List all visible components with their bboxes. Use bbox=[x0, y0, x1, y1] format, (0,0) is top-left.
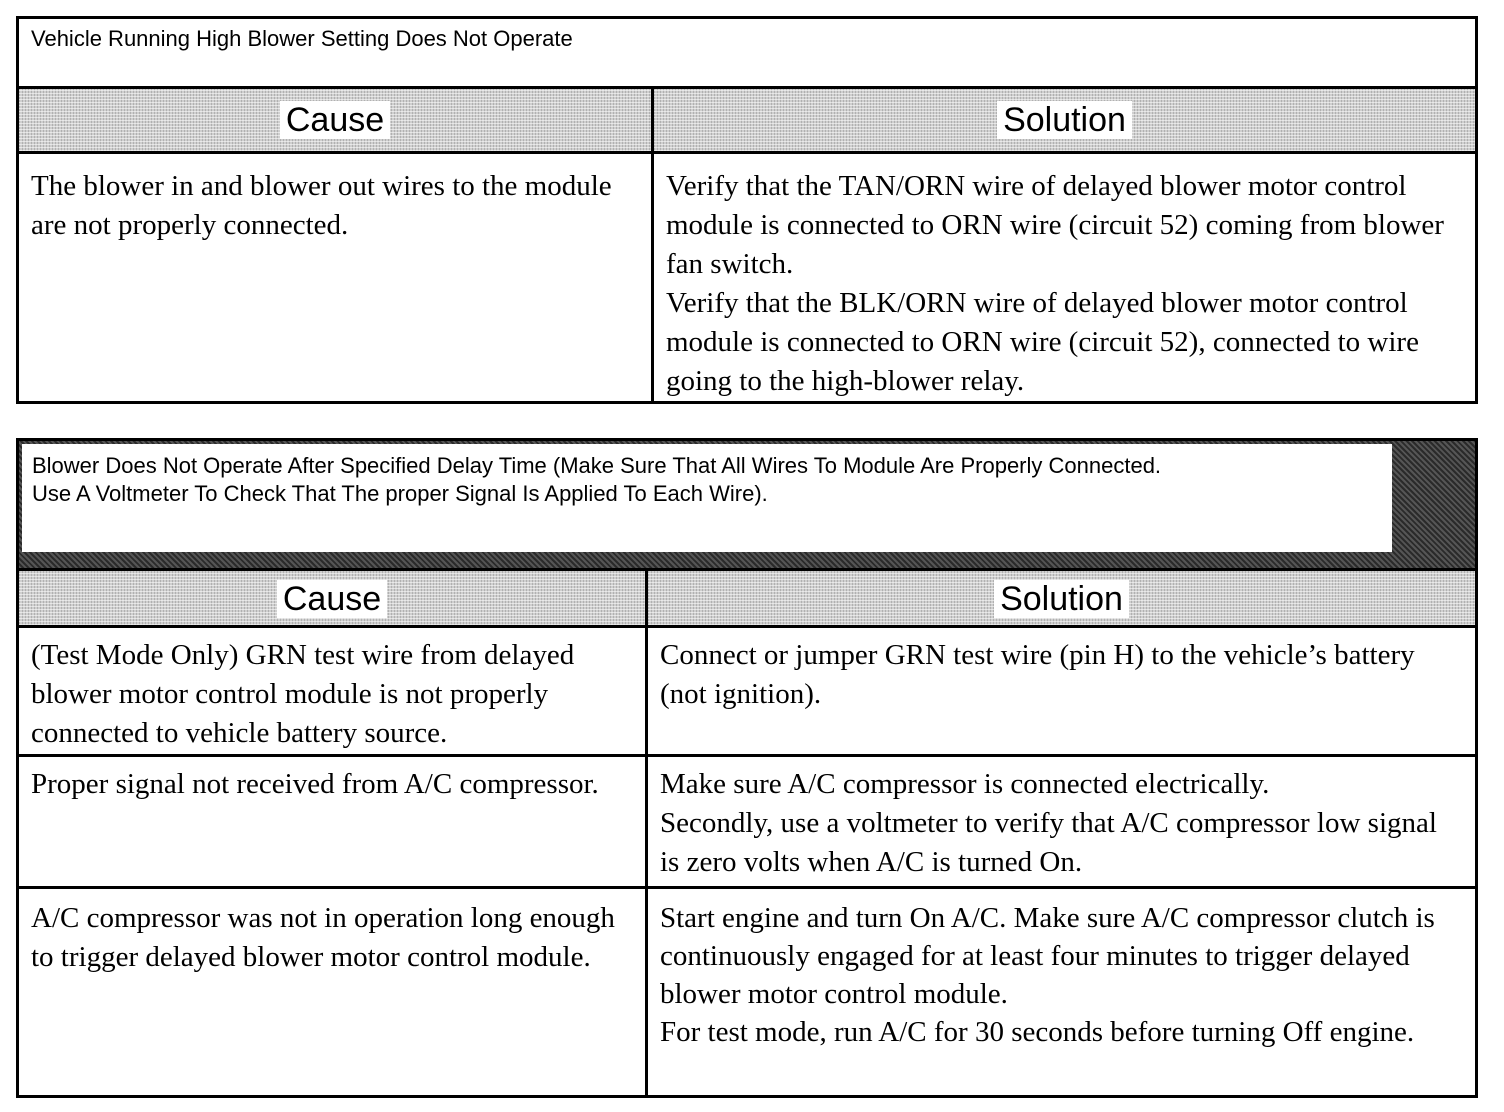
table-row-solution: Start engine and turn On A/C. Make sure A/C compressor clutch is continuously engaged for at least four minutes to trigger delayed blower motor control module. For test mode, run A/C for 30 seconds before turning Off engine. bbox=[660, 902, 1435, 1048]
table-row-cause: A/C compressor was not in operation long enough to trigger delayed blower motor control module. bbox=[31, 902, 615, 973]
troubleshooting-table-high-blower bbox=[16, 16, 1478, 404]
table-title-note: Blower Does Not Operate After Specified Delay Time (Make Sure That All Wires To Module Are Properly Connected. Use A Voltmeter To Check That The proper Signal Is Applied To Each Wire). bbox=[22, 444, 1392, 552]
table-title bbox=[19, 19, 1475, 89]
table-title bbox=[19, 441, 1475, 571]
table-row-cause: (Test Mode Only) GRN test wire from delayed blower motor control module is not properly connected to vehicle battery source. bbox=[31, 639, 575, 749]
table-row-solution: Make sure A/C compressor is connected electrically. Secondly, use a voltmeter to verify that A/C compressor low signal is zero volts when A/C is turned On. bbox=[660, 768, 1437, 878]
table-row-cause: Proper signal not received from A/C compressor. bbox=[31, 768, 599, 800]
solution-column-header: Solution bbox=[654, 89, 1475, 154]
table-title-text: Vehicle Running High Blower Setting Does Not Operate bbox=[31, 26, 573, 51]
table-row-solution: Verify that the TAN/ORN wire of delayed blower motor control module is connected to ORN wire (circuit 52) coming from blower fan switch. Verify that the BLK/ORN wire of delayed blower motor control module is connected to ORN wire (circuit 52), connected to wire going to the high-blower relay. bbox=[666, 170, 1444, 397]
table-row-solution: Connect or jumper GRN test wire (pin H) to the vehicle’s battery (not ignition). bbox=[660, 639, 1415, 710]
solution-column-header: Solution bbox=[648, 571, 1475, 628]
troubleshooting-table-delay-time bbox=[16, 438, 1478, 1098]
cause-column-header: Cause bbox=[19, 571, 645, 628]
cause-column-header: Cause bbox=[19, 89, 651, 154]
table-row-cause: The blower in and blower out wires to the module are not properly connected. bbox=[31, 170, 612, 241]
